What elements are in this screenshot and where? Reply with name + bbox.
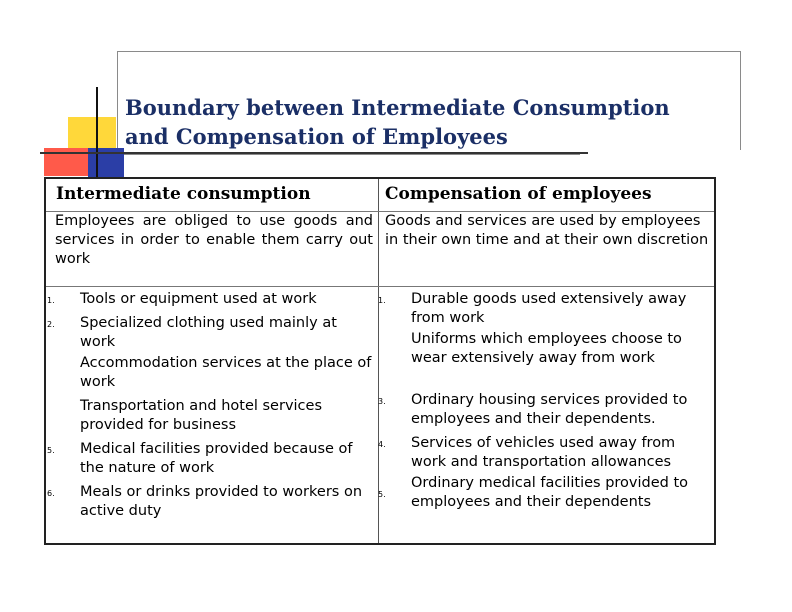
slide-title	[125, 93, 735, 151]
list-item	[378, 391, 711, 429]
list-item-text: Transportation and hotel services provided for business	[80, 398, 322, 433]
list-item	[411, 330, 711, 368]
list-item	[47, 440, 375, 478]
title-line-2: and Compensation of Employees	[125, 124, 508, 149]
list-item-text: Specialized clothing used mainly at work	[80, 315, 337, 350]
list-item-number: 3.	[378, 397, 386, 406]
description-divider	[46, 286, 714, 287]
list-item-number: 2.	[47, 320, 55, 329]
list-item	[80, 354, 375, 392]
decor-horizontal-line	[40, 152, 588, 154]
list-item-text: Meals or drinks provided to workers on active duty	[80, 484, 363, 519]
list-item	[80, 397, 375, 435]
list-item-text: Tools or equipment used at work	[80, 291, 317, 307]
list-item	[47, 314, 375, 352]
list-item-number: 4.	[378, 440, 386, 449]
left-column-header: Intermediate consumption	[56, 184, 311, 204]
right-description: Goods and services are used by employees in their own time and at their own discretion	[385, 213, 709, 248]
list-item-number: 1.	[378, 296, 386, 305]
list-item-number: 6.	[47, 489, 55, 498]
right-column-header: Compensation of employees	[385, 184, 652, 204]
list-item-number: 5.	[47, 446, 55, 455]
left-item-list	[47, 289, 375, 521]
list-item-text: Medical facilities provided because of the nature of work	[80, 441, 353, 476]
title-frame-gap	[580, 150, 750, 160]
column-divider	[378, 179, 379, 543]
list-item-text: Durable goods used extensively away from work	[411, 291, 687, 326]
list-item-text: Ordinary housing services provided to employees and their dependents.	[411, 392, 688, 427]
list-item	[47, 483, 375, 521]
list-item	[47, 290, 375, 309]
list-item	[378, 474, 711, 512]
title-line-1: Boundary between Intermediate Consumption	[125, 95, 670, 120]
right-item-list	[378, 289, 711, 512]
left-description: Employees are obliged to use goods and services in order to enable them carry out work	[55, 213, 373, 267]
list-item-number: 5.	[378, 490, 386, 499]
list-item	[378, 290, 711, 328]
comparison-table	[44, 177, 716, 545]
list-item-text: Uniforms which employees choose to wear extensively away from work	[411, 331, 682, 366]
list-item	[378, 434, 711, 472]
list-item-text: Accommodation services at the place of work	[80, 355, 372, 390]
list-item-text: Services of vehicles used away from work and transportation allowances	[411, 435, 676, 470]
list-item-text: Ordinary medical facilities provided to employees and their dependents	[411, 475, 689, 510]
list-item-number: 1.	[47, 296, 55, 305]
